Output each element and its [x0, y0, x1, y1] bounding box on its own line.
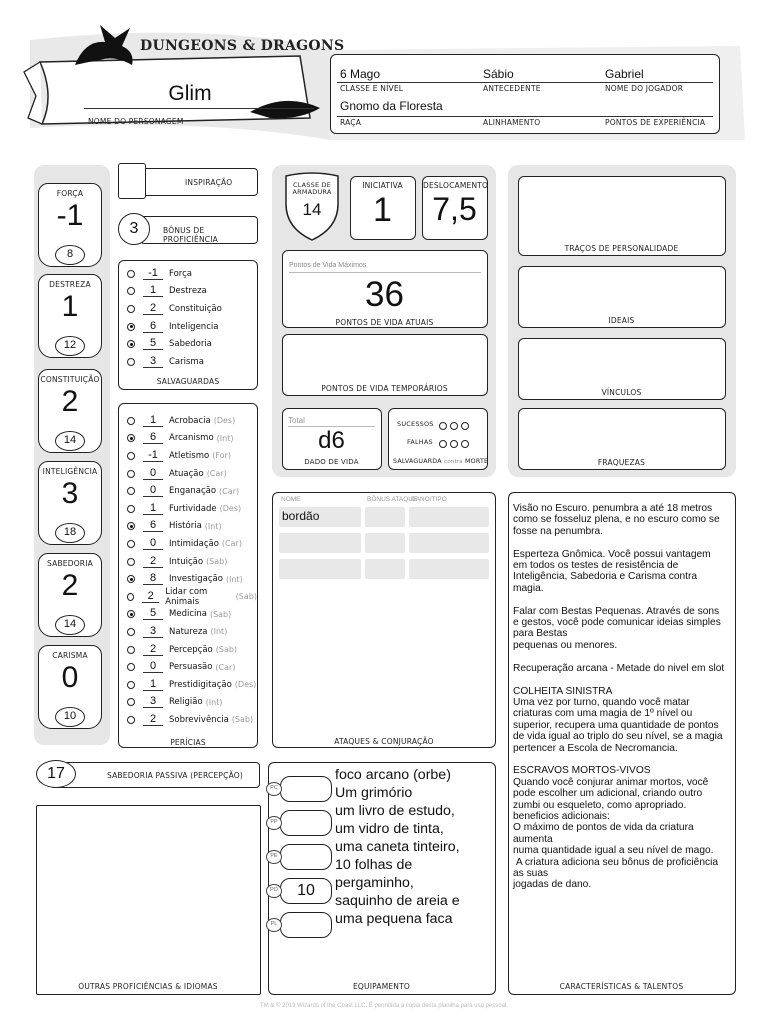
skill-proficiency-dot[interactable]: [127, 505, 135, 513]
skill-name: Religião: [169, 697, 203, 708]
saves-list: [119, 262, 257, 372]
skill-value[interactable]: 0: [143, 485, 163, 497]
skill-attribute: (Des): [213, 416, 236, 426]
skill-proficiency-dot[interactable]: [127, 698, 135, 706]
skill-row: [119, 518, 222, 536]
attribute-name: INTELIGÊNCIA: [42, 467, 98, 476]
skill-row: [119, 570, 243, 588]
proficiency-value[interactable]: [118, 213, 150, 245]
death-saves-box: [388, 408, 488, 470]
attribute-modifier[interactable]: 3: [61, 477, 79, 510]
skill-row: [119, 482, 239, 500]
attack-name-field[interactable]: bordão: [279, 507, 361, 527]
skill-row: [119, 676, 256, 694]
initiative-box: [350, 176, 416, 240]
attribute-name: SABEDORIA: [47, 559, 93, 568]
death-success-dots: [439, 417, 469, 435]
skill-attribute: (Sab): [215, 645, 238, 655]
skills-list: [119, 412, 257, 732]
skill-attribute: (Des): [219, 504, 242, 514]
save-value[interactable]: 2: [143, 303, 163, 315]
player-name[interactable]: Gabriel: [605, 67, 644, 81]
inspiration-box: [140, 168, 258, 196]
skill-name: Furtividade: [169, 503, 217, 514]
skill-attribute: (Sab): [209, 609, 232, 619]
skill-value[interactable]: 6: [143, 432, 163, 444]
skill-value[interactable]: 5: [143, 608, 163, 620]
attribute-modifier[interactable]: 0: [61, 661, 79, 694]
attribute-4: [38, 461, 102, 545]
skill-row: [119, 606, 231, 624]
passive-value[interactable]: [36, 760, 76, 788]
save-proficiency-dot[interactable]: [127, 305, 135, 313]
skill-attribute: (Car): [215, 662, 236, 672]
hp-max-line: [289, 272, 481, 273]
skill-name: Investigação: [169, 574, 223, 585]
attacks-col-damage: DANO/TIPO: [411, 496, 447, 503]
speed-label: DESLOCAMENTO: [423, 181, 489, 190]
other-proficiencies-box[interactable]: [36, 805, 261, 995]
save-row: [119, 335, 212, 353]
coin-frame[interactable]: [280, 912, 332, 938]
skill-row: [119, 412, 235, 430]
skill-proficiency-dot[interactable]: [127, 681, 135, 689]
saves-box: [118, 260, 258, 390]
skill-name: Medicina: [169, 609, 207, 620]
skill-value[interactable]: 0: [143, 661, 163, 673]
attribute-1: [38, 183, 102, 267]
skill-attribute: (Car): [221, 539, 242, 549]
skill-name: História: [169, 521, 202, 532]
attribute-score[interactable]: 12: [55, 336, 85, 356]
skill-proficiency-dot[interactable]: [127, 558, 135, 566]
attribute-score[interactable]: 18: [55, 523, 85, 543]
death-fail-dot-1[interactable]: [439, 440, 447, 448]
hit-dice-value[interactable]: d6: [318, 427, 345, 454]
save-name: Força: [169, 268, 192, 279]
inspiration-label: INSPIRAÇÃO: [185, 178, 233, 187]
save-row: [119, 265, 192, 283]
skill-attribute: (Sab): [235, 592, 257, 602]
proficiency-value-text: 3: [129, 220, 139, 237]
coin-2: [264, 810, 334, 838]
armor-class-label: CLASSE DE ARMADURA: [292, 181, 332, 196]
saves-title: SALVAGUARDAS: [156, 377, 220, 386]
save-proficiency-dot[interactable]: [127, 323, 135, 331]
armor-class-value[interactable]: 14: [302, 200, 322, 219]
skill-proficiency-dot[interactable]: [127, 610, 135, 618]
coin-frame[interactable]: [280, 776, 332, 802]
character-name[interactable]: Glim: [168, 82, 212, 105]
flaws-box[interactable]: [518, 408, 726, 470]
skill-attribute: (Car): [219, 486, 240, 496]
coin-label: PP: [270, 819, 278, 825]
passive-label: SABEDORIA PASSIVA (PERCEPÇÃO): [107, 771, 243, 780]
coin-1: [264, 776, 334, 804]
bonds-box[interactable]: [518, 338, 726, 400]
skill-name: Acrobacia: [169, 415, 211, 426]
background-label: ANTECEDENTE: [483, 84, 541, 93]
death-fail-dots: [439, 435, 469, 453]
skill-value[interactable]: 6: [143, 520, 163, 532]
skill-proficiency-dot[interactable]: [127, 522, 135, 530]
save-value[interactable]: 1: [143, 285, 163, 297]
attribute-name: DESTREZA: [49, 280, 91, 289]
coin-value[interactable]: 10: [297, 882, 315, 899]
attribute-3: [38, 369, 102, 453]
attribute-score[interactable]: 14: [55, 431, 85, 451]
skill-row: [119, 694, 222, 712]
dragon-logo-icon: [70, 20, 140, 70]
save-proficiency-dot[interactable]: [127, 287, 135, 295]
skill-name: Persuasão: [169, 662, 213, 673]
attribute-name: CONSTITUIÇÃO: [40, 375, 100, 384]
skill-proficiency-dot[interactable]: [127, 646, 135, 654]
skill-name: Prestidigitação: [169, 679, 232, 690]
hp-temp-box[interactable]: [282, 334, 488, 396]
attribute-score[interactable]: 14: [55, 615, 85, 635]
skill-value[interactable]: 3: [143, 696, 163, 708]
skill-attribute: (Sab): [206, 557, 228, 567]
skill-proficiency-dot[interactable]: [127, 417, 135, 425]
attribute-modifier[interactable]: 1: [61, 290, 79, 323]
skill-value[interactable]: 3: [143, 626, 163, 638]
death-saves-label-a: SALVAGUARDA: [393, 458, 442, 465]
save-row: [119, 318, 218, 336]
save-name: Destreza: [169, 286, 207, 297]
save-value[interactable]: 3: [143, 356, 163, 368]
skill-name: Enganação: [169, 486, 217, 497]
skill-proficiency-dot[interactable]: [127, 470, 135, 478]
attribute-5: [38, 553, 102, 637]
features-box: [508, 492, 736, 995]
passive-box: [50, 762, 260, 788]
skill-name: Atuação: [169, 468, 204, 479]
features-title: CARACTERÍSTICAS & TALENTOS: [559, 982, 684, 991]
speed-box: [422, 176, 488, 240]
equipment-item[interactable]: uma pequena faca: [335, 911, 453, 927]
coin-5: [264, 912, 334, 940]
attacks-title: ATAQUES & CONJURAÇÃO: [334, 737, 434, 746]
skill-value[interactable]: 1: [143, 503, 163, 515]
footer-text: TM & © 2019 Wizards of the Coast LLC. É permitida a cópia desta planilha para uso pessoal.: [260, 1003, 508, 1009]
skill-attribute: (Int): [225, 574, 243, 584]
attacks-box: [272, 492, 496, 748]
hit-dice-label: DADO DE VIDA: [304, 458, 359, 466]
skill-value[interactable]: 0: [143, 538, 163, 550]
skill-attribute: (Sab): [231, 715, 254, 725]
save-row: [119, 300, 222, 318]
attribute-modifier[interactable]: 2: [61, 569, 79, 602]
save-name: Sabedoria: [169, 339, 212, 350]
attacks-rows: [273, 507, 495, 587]
attribute-name: CARISMA: [52, 651, 88, 660]
hp-max-label: Pontos de Vida Máximos: [289, 262, 367, 269]
equipment-item[interactable]: uma caneta tinteiro,: [335, 839, 460, 855]
attack-name-field[interactable]: [279, 533, 361, 553]
save-value[interactable]: 6: [143, 321, 163, 333]
skill-value[interactable]: 8: [143, 573, 163, 585]
skill-row: [119, 447, 231, 465]
skill-attribute: (Car): [206, 469, 227, 479]
skills-title: PERÍCIAS: [170, 738, 206, 747]
skill-proficiency-dot[interactable]: [127, 593, 134, 601]
save-row: [119, 353, 204, 371]
save-name: Inteligencia: [169, 321, 219, 332]
skill-name: Intimidação: [169, 538, 219, 549]
ideals-box[interactable]: [518, 266, 726, 328]
hp-current-value[interactable]: 36: [365, 275, 404, 314]
skill-attribute: (Des): [234, 680, 257, 690]
traits-box[interactable]: [518, 176, 726, 256]
passive-value-text: 17: [47, 765, 65, 782]
background[interactable]: Sábio: [483, 67, 514, 81]
coin-frame[interactable]: [280, 810, 332, 836]
attribute-modifier[interactable]: -1: [56, 199, 84, 232]
coin-label: PC: [270, 785, 278, 791]
ideals-label: IDEAIS: [608, 316, 635, 325]
skill-value[interactable]: 2: [143, 714, 163, 726]
skill-row: [119, 641, 237, 659]
save-name: Carisma: [169, 356, 204, 367]
attribute-score[interactable]: 8: [55, 245, 85, 265]
save-value[interactable]: -1: [143, 268, 163, 280]
death-success-dot-1[interactable]: [439, 422, 447, 430]
save-proficiency-dot[interactable]: [127, 340, 135, 348]
skill-name: Percepção: [169, 644, 213, 655]
equipment-item[interactable]: Um grimório: [335, 785, 413, 801]
skill-row: [119, 465, 227, 483]
equipment-item[interactable]: saquinho de areia e: [335, 893, 460, 909]
attribute-name: FORÇA: [56, 189, 84, 198]
attack-name-field[interactable]: [279, 559, 361, 579]
skill-attribute: (Int): [216, 433, 234, 443]
player-name-label: NOME DO JOGADOR: [605, 84, 684, 93]
coin-3: [264, 844, 334, 872]
initiative-label: INICIATIVA: [362, 181, 403, 190]
skill-value[interactable]: 0: [143, 468, 163, 480]
race[interactable]: Gnomo da Floresta: [340, 99, 443, 113]
skill-value[interactable]: 1: [143, 679, 163, 691]
header-divider-1: [337, 82, 713, 83]
skill-name: Arcanismo: [169, 433, 214, 444]
equipment-item[interactable]: pergaminho,: [335, 875, 414, 891]
features-text[interactable]: Visão no Escuro. penumbra a até 18 metros como se fosseluz plena, e no escuro como se fosse na penumbra. Esperteza Gnômica. Você possui vantagem em todos os testes de resistência de Inteligência, Sabedoria e Carisma contra magia. Falar com Bestas Pequenas. Através de sons e gestos, você pode comunicar ideias simples para Bestas pequenas ou menores. Recuperação arcana - Metade do nivel em slot COLHEITA SINISTRA Uma vez por turno, quando você matar criaturas com uma magia de 1º nível ou superior, recupera uma quantidade de pontos de vida igual ao triplo do seu nível, se a magia pertencer a Escola de Necromancia. ESCRAVOS MORTOS-VIVOS Quando você conjurar animar mortos, você pode escolher um adicional, criando outro zumbi ou esqueleto, como apropriado. beneficios adicionais: O máximo de pontos de vida da criatura aumenta numa quantidade igual a seu nível de mago. A criatura adiciona seu bônus de proficiência as suas jogadas de dano.: [513, 503, 725, 891]
attacks-col-bonus: BÔNUS ATAQUE: [367, 496, 418, 503]
hit-dice-box: [282, 408, 382, 470]
attack-damage-field[interactable]: [409, 533, 489, 553]
skill-value[interactable]: 1: [143, 415, 163, 427]
death-fail-dot-2[interactable]: [450, 440, 458, 448]
header-divider-2: [337, 116, 713, 117]
alignment-label: ALINHAMENTO: [483, 118, 541, 127]
skill-row: [119, 588, 257, 606]
equipment-items: [335, 766, 495, 928]
hp-current-box: [282, 250, 488, 328]
skill-attribute: (Int): [210, 627, 228, 637]
race-label: RAÇA: [340, 118, 362, 127]
traits-label: TRAÇOS DE PERSONALIDADE: [564, 244, 679, 253]
equipment-item[interactable]: um livro de estudo,: [335, 803, 455, 819]
death-saves-label-c: MORTE: [465, 458, 489, 465]
attack-bonus-field[interactable]: [365, 507, 405, 527]
skill-name: Lidar com Animais: [165, 586, 208, 607]
bonds-label: VÍNCULOS: [601, 388, 642, 397]
logo-text: DUNGEONS & DRAGONS: [140, 38, 345, 54]
attack-damage-field[interactable]: [409, 559, 489, 579]
skill-proficiency-dot[interactable]: [127, 434, 135, 442]
skill-proficiency-dot[interactable]: [127, 575, 135, 583]
attack-bonus-field[interactable]: [365, 559, 405, 579]
skill-row: [119, 430, 233, 448]
equipment-item[interactable]: 10 folhas de: [335, 857, 413, 873]
skill-value[interactable]: -1: [143, 450, 163, 462]
save-proficiency-dot[interactable]: [127, 270, 135, 278]
skill-name: Natureza: [169, 626, 208, 637]
xp-label: PONTOS DE EXPERIÊNCIA: [605, 118, 706, 127]
skill-row: [119, 535, 242, 553]
save-row: [119, 283, 207, 301]
skill-name: Atletismo: [169, 450, 210, 461]
other-proficiencies-title: OUTRAS PROFICIÊNCIAS & IDIOMAS: [78, 982, 218, 991]
coin-label: PE: [270, 853, 278, 859]
skill-row: [119, 623, 227, 641]
attack-bonus-field[interactable]: [365, 533, 405, 553]
hp-temp-label: PONTOS DE VIDA TEMPORÁRIOS: [321, 384, 448, 393]
save-value[interactable]: 5: [143, 338, 163, 350]
coin-label: PO: [270, 887, 278, 893]
coin-frame[interactable]: [280, 844, 332, 870]
skill-value[interactable]: 2: [142, 591, 159, 603]
equipment-title: EQUIPAMENTO: [352, 982, 411, 991]
skill-proficiency-dot[interactable]: [127, 540, 135, 548]
save-name: Constituição: [169, 303, 222, 314]
skill-attribute: (Int): [204, 521, 222, 531]
speed-value[interactable]: 7,5: [432, 191, 477, 227]
equipment-item[interactable]: um vidro de tinta,: [335, 821, 444, 837]
attribute-modifier[interactable]: 2: [61, 385, 79, 418]
attribute-6: [38, 645, 102, 729]
skill-name: Sobrevivência: [169, 714, 229, 725]
skill-value[interactable]: 2: [143, 644, 163, 656]
initiative-value[interactable]: 1: [373, 191, 392, 229]
skill-name: Intuição: [169, 556, 204, 567]
skill-row: [119, 711, 253, 729]
coin-label: PL: [270, 921, 278, 927]
character-name-label: NOME DO PERSONAGEM: [88, 117, 184, 126]
skill-attribute: (Int): [205, 697, 223, 707]
skill-attribute: (For): [212, 451, 231, 461]
death-fail-label: FALHAS: [407, 438, 433, 446]
skill-proficiency-dot[interactable]: [127, 716, 135, 724]
death-saves-label: [393, 458, 488, 465]
character-name-line: [84, 108, 314, 109]
death-success-dot-2[interactable]: [450, 422, 458, 430]
save-proficiency-dot[interactable]: [127, 358, 135, 366]
skill-proficiency-dot[interactable]: [127, 487, 135, 495]
attack-damage-field[interactable]: [409, 507, 489, 527]
death-success-dot-3[interactable]: [461, 422, 469, 430]
skills-box: [118, 403, 258, 748]
death-saves-label-b: contra: [443, 459, 463, 465]
class-level-label: CLASSE E NÍVEL: [340, 84, 404, 93]
header-info-box: [330, 54, 720, 134]
proficiency-label: BÔNUS DE PROFICIÊNCIA: [163, 226, 218, 244]
equipment-item[interactable]: foco arcano (orbe): [335, 767, 451, 783]
class-level[interactable]: 6 Mago: [340, 67, 381, 81]
death-fail-dot-3[interactable]: [461, 440, 469, 448]
attacks-col-name: NOME: [281, 496, 301, 503]
death-success-label: SUCESSOS: [397, 420, 434, 428]
skill-row: [119, 500, 241, 518]
hp-current-label: PONTOS DE VIDA ATUAIS: [335, 318, 434, 327]
skill-value[interactable]: 2: [143, 556, 163, 568]
skill-row: [119, 658, 235, 676]
attribute-score[interactable]: 10: [55, 707, 85, 727]
skill-proficiency-dot[interactable]: [127, 452, 135, 460]
skill-proficiency-dot[interactable]: [127, 663, 135, 671]
skill-proficiency-dot[interactable]: [127, 628, 135, 636]
proficiency-box: [140, 216, 258, 244]
hit-dice-total-label: Total: [288, 416, 305, 425]
attribute-2: [38, 274, 102, 358]
header-banner: [0, 0, 768, 150]
inspiration-value[interactable]: [118, 163, 146, 199]
flaws-label: FRAQUEZAS: [597, 458, 646, 467]
skill-row: [119, 553, 227, 571]
coin-4: [264, 878, 334, 906]
